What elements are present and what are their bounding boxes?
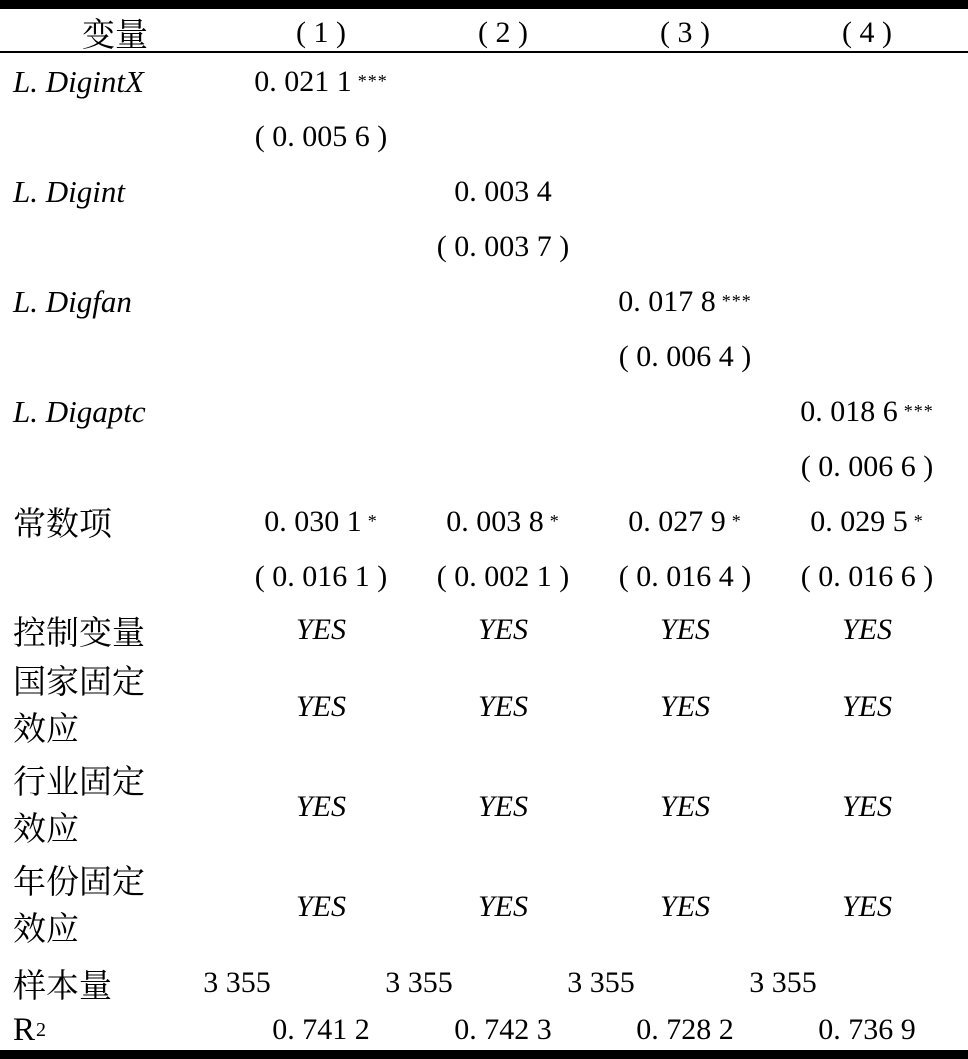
cell-constant-col3	[594, 505, 776, 539]
row-label-line: 年份固定	[13, 865, 145, 901]
table-body	[0, 53, 968, 1051]
cell-value: ( 0. 006 6 )	[800, 449, 934, 483]
cell-value: 3 355	[203, 966, 271, 999]
cell-value: 0. 030 1	[264, 504, 362, 538]
row-label-industry-fe	[0, 760, 230, 854]
cell-value: YES	[841, 690, 892, 723]
significance-stars: *	[367, 511, 378, 531]
cell-value: 0. 728 2	[636, 1013, 734, 1046]
table-row-constant-se	[0, 550, 968, 603]
cell-country-fe-col4	[776, 690, 958, 724]
row-label-text: 控制变量	[13, 615, 145, 652]
significance-stars: ***	[721, 291, 752, 311]
table-row-l-digint	[0, 163, 968, 220]
cell-value: ( 0. 016 4 )	[618, 559, 752, 593]
cell-year-fe-col4	[776, 890, 958, 924]
cell-value: YES	[295, 890, 346, 923]
cell-country-fe-col1	[230, 690, 412, 724]
table-row-controls	[0, 603, 968, 657]
cell-industry-fe-col1	[230, 790, 412, 824]
header-col-2: ( 2 )	[478, 15, 528, 49]
significance-stars: ***	[357, 71, 388, 91]
cell-value: 3 355	[385, 966, 453, 999]
table-row-year-fe	[0, 857, 968, 957]
significance-stars: *	[731, 511, 742, 531]
cell-value: YES	[841, 790, 892, 823]
cell-constant-se-col4	[776, 560, 958, 594]
row-label-l-digfan	[0, 284, 230, 320]
cell-value: 0. 003 8	[446, 504, 544, 538]
cell-value: ( 0. 016 1 )	[254, 559, 388, 593]
cell-value: YES	[659, 890, 710, 923]
row-label-l-digintx	[0, 64, 230, 100]
cell-r-squared-col4	[776, 1013, 958, 1047]
cell-value: YES	[659, 690, 710, 723]
cell-l-digintx-se-col1	[230, 120, 412, 154]
table-top-rule	[0, 0, 968, 9]
cell-year-fe-col2	[412, 890, 594, 924]
row-label-text: 常数项	[13, 507, 112, 543]
table-row-l-digint-se	[0, 220, 968, 273]
row-label-text: L. Digaptc	[13, 393, 146, 429]
header-col-1: ( 1 )	[296, 15, 346, 49]
cell-value: 3 355	[749, 966, 817, 999]
cell-value: ( 0. 006 4 )	[618, 339, 752, 373]
cell-value: YES	[841, 613, 892, 646]
header-variable: 变量	[82, 18, 148, 54]
row-label-l-digaptc	[0, 394, 230, 430]
significance-stars: *	[549, 511, 560, 531]
table-row-constant	[0, 493, 968, 550]
row-label-text: L. DigintX	[13, 63, 144, 99]
cell-value: YES	[477, 790, 528, 823]
cell-constant-col4	[776, 505, 958, 539]
cell-constant-se-col3	[594, 560, 776, 594]
cell-value: 0. 741 2	[272, 1013, 370, 1046]
table-row-l-digintx	[0, 53, 968, 110]
cell-constant-se-col2	[412, 560, 594, 594]
table-header-row	[0, 9, 968, 54]
cell-controls-col4	[776, 613, 958, 647]
cell-value: ( 0. 016 6 )	[800, 559, 934, 593]
cell-value: ( 0. 002 1 )	[436, 559, 570, 593]
table-row-r-squared	[0, 1009, 968, 1051]
row-label-l-digint	[0, 174, 230, 210]
cell-value: YES	[659, 613, 710, 646]
row-label-line: 国家固定	[13, 665, 145, 701]
cell-year-fe-col3	[594, 890, 776, 924]
cell-controls-col3	[594, 613, 776, 647]
cell-industry-fe-col3	[594, 790, 776, 824]
table-row-l-digfan-se	[0, 330, 968, 383]
cell-industry-fe-col2	[412, 790, 594, 824]
cell-value: 0. 017 8	[618, 284, 716, 318]
cell-value: YES	[295, 690, 346, 723]
cell-value: 3 355	[567, 966, 635, 999]
cell-country-fe-col2	[412, 690, 594, 724]
significance-stars: ***	[903, 401, 934, 421]
row-label-constant	[0, 498, 230, 545]
row-label-country-fe	[0, 660, 230, 754]
cell-value: YES	[295, 790, 346, 823]
row-label-line: 效应	[13, 912, 79, 948]
cell-l-digaptc-se-col4	[776, 450, 958, 484]
cell-l-digintx-col1	[230, 65, 412, 99]
row-label-year-fe	[0, 860, 230, 954]
cell-value: ( 0. 003 7 )	[436, 229, 570, 263]
cell-value: 0. 003 4	[454, 174, 552, 208]
table-row-l-digfan	[0, 273, 968, 330]
cell-controls-col1	[230, 613, 412, 647]
cell-controls-col2	[412, 613, 594, 647]
cell-l-digint-se-col2	[412, 230, 594, 264]
cell-value: 0. 029 5	[810, 504, 908, 538]
cell-constant-col1	[230, 505, 412, 539]
cell-value: YES	[659, 790, 710, 823]
row-label-superscript: 2	[36, 1018, 47, 1041]
table-row-l-digaptc-se	[0, 440, 968, 493]
cell-value: 0. 021 1	[254, 64, 352, 98]
table-row-l-digaptc	[0, 383, 968, 440]
cell-value: YES	[477, 613, 528, 646]
cell-r-squared-col2	[412, 1013, 594, 1047]
cell-industry-fe-col4	[776, 790, 958, 824]
cell-l-digint-col2	[412, 175, 594, 209]
cell-value: 0. 736 9	[818, 1013, 916, 1046]
cell-l-digfan-col3	[594, 285, 776, 319]
cell-l-digfan-se-col3	[594, 340, 776, 374]
cell-value: ( 0. 005 6 )	[254, 119, 388, 153]
header-col-4: ( 4 )	[842, 15, 892, 49]
row-label-text: 样本量	[13, 968, 112, 1005]
cell-constant-se-col1	[230, 560, 412, 594]
cell-value: YES	[841, 890, 892, 923]
table-row-country-fe	[0, 657, 968, 757]
table-row-l-digintx-se	[0, 110, 968, 163]
row-label-text: R	[13, 1011, 36, 1048]
table-row-sample-size	[0, 957, 968, 1009]
row-label-sample-size	[0, 960, 230, 1007]
cell-year-fe-col1	[230, 890, 412, 924]
row-label-text: L. Digint	[13, 173, 125, 209]
row-label-line: 行业固定	[13, 765, 145, 801]
cell-value: 0. 027 9	[628, 504, 726, 538]
cell-value: YES	[477, 890, 528, 923]
cell-r-squared-col3	[594, 1013, 776, 1047]
cell-country-fe-col3	[594, 690, 776, 724]
cell-sample-size-col4	[749, 966, 958, 1000]
row-label-controls	[0, 607, 230, 654]
cell-value: 0. 742 3	[454, 1013, 552, 1046]
cell-r-squared-col1	[230, 1013, 412, 1047]
cell-l-digaptc-col4	[776, 395, 958, 429]
cell-value: YES	[295, 613, 346, 646]
significance-stars: *	[913, 511, 924, 531]
row-label-line: 效应	[13, 712, 79, 748]
table-bottom-rule	[0, 1050, 968, 1059]
cell-value: YES	[477, 690, 528, 723]
row-label-r-squared	[0, 1012, 230, 1049]
table-row-industry-fe	[0, 757, 968, 857]
header-col-3: ( 3 )	[660, 15, 710, 49]
row-label-line: 效应	[13, 812, 79, 848]
cell-constant-col2	[412, 505, 594, 539]
row-label-text: L. Digfan	[13, 283, 132, 319]
cell-value: 0. 018 6	[800, 394, 898, 428]
